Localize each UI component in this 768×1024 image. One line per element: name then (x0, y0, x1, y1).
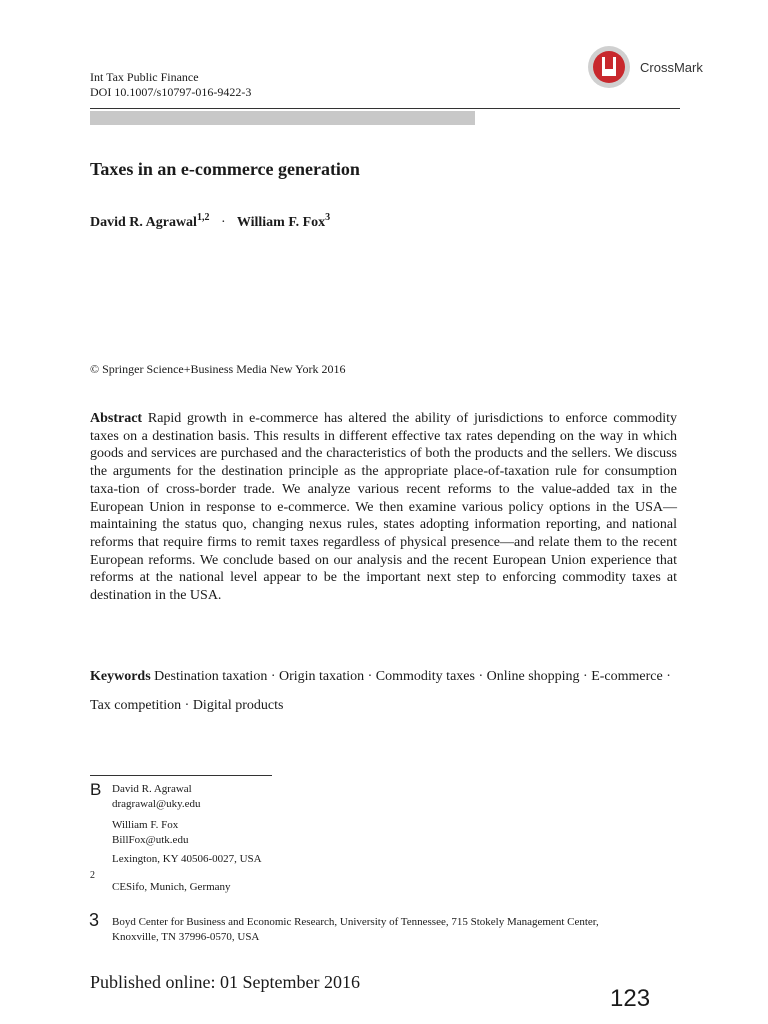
author-agrawal-affil: 1,2 (196, 212, 210, 223)
keywords-text: Destination taxation · Origin taxation · Commodity taxes · Online shopping · E-commerce · Tax competition · Digital products (90, 669, 671, 713)
page-number: 123 (610, 985, 651, 1012)
footnote-address-2: CESifo, Munich, Germany (112, 881, 231, 893)
keywords-label: Keywords (90, 669, 151, 684)
footnote-address-3: Boyd Center for Business and Economic Research, University of Tennessee, 715 Stokely Management Center, Knoxville, TN 37996-0570, USA (112, 916, 599, 943)
doi[interactable]: DOI 10.1007/s10797-016-9422-3 (90, 85, 252, 99)
header-rule (90, 108, 680, 109)
footnote-marker-b: B (90, 780, 102, 799)
crossmark-label[interactable]: CrossMark (640, 60, 703, 75)
abstract (90, 410, 677, 605)
footnote-fox (112, 818, 262, 867)
footnote-agrawal (112, 782, 201, 812)
footnote-fox-email[interactable]: BillFox@utk.edu (112, 834, 189, 846)
author-line (90, 212, 330, 231)
article-title: Taxes in an e-commerce generation (90, 159, 360, 179)
author-separator: · (220, 215, 226, 230)
footnote-agrawal-email[interactable]: dragrawal@uky.edu (112, 798, 201, 810)
footnote-number-3: 3 (89, 910, 100, 930)
footnote-number-2: 2 (90, 870, 95, 881)
published-date: Published online: 01 September 2016 (90, 972, 360, 992)
footnote-agrawal-name: David R. Agrawal (112, 783, 192, 795)
abstract-label: Abstract (90, 411, 143, 426)
author-fox[interactable]: William F. Fox (236, 215, 326, 230)
journal-info (90, 70, 251, 100)
footnote-fox-name: William F. Fox (112, 819, 179, 831)
keywords (90, 662, 680, 720)
footnote-rule (90, 775, 272, 776)
copyright: © Springer Science+Business Media New York 2016 (90, 362, 346, 376)
journal-name: Int Tax Public Finance (90, 70, 199, 84)
footnote-address-1: Lexington, KY 40506-0027, USA (112, 853, 262, 865)
abstract-text: Rapid growth in e-commerce has altered the ability of jurisdictions to enforce commodity taxes on a destination basis. This results in different effective tax rates depending on the way in which goods and services are purchased and the characteristics of both the products and the sellers. We discuss the arguments for the destination principle as the appropriate place-of-taxation rule for consumption taxa-tion of cross-border trade. We analyze various recent reforms to the value-added tax in the European Union in response to e-commerce. We then examine various policy options in the USA—maintaining the status quo, changing nexus rules, states adopting information reporting, and national reforms that require firms to remit taxes regardless of physical presence—and relate them to the recent European reforms. We conclude based on our analysis and the recent European Union experience that reforms at the national level appear to be the important next step to enforcing commodity taxes at destination in the USA. (90, 411, 677, 604)
author-fox-affil: 3 (325, 212, 331, 223)
author-agrawal[interactable]: David R. Agrawal (90, 215, 197, 230)
header-gray-bar (90, 111, 475, 125)
